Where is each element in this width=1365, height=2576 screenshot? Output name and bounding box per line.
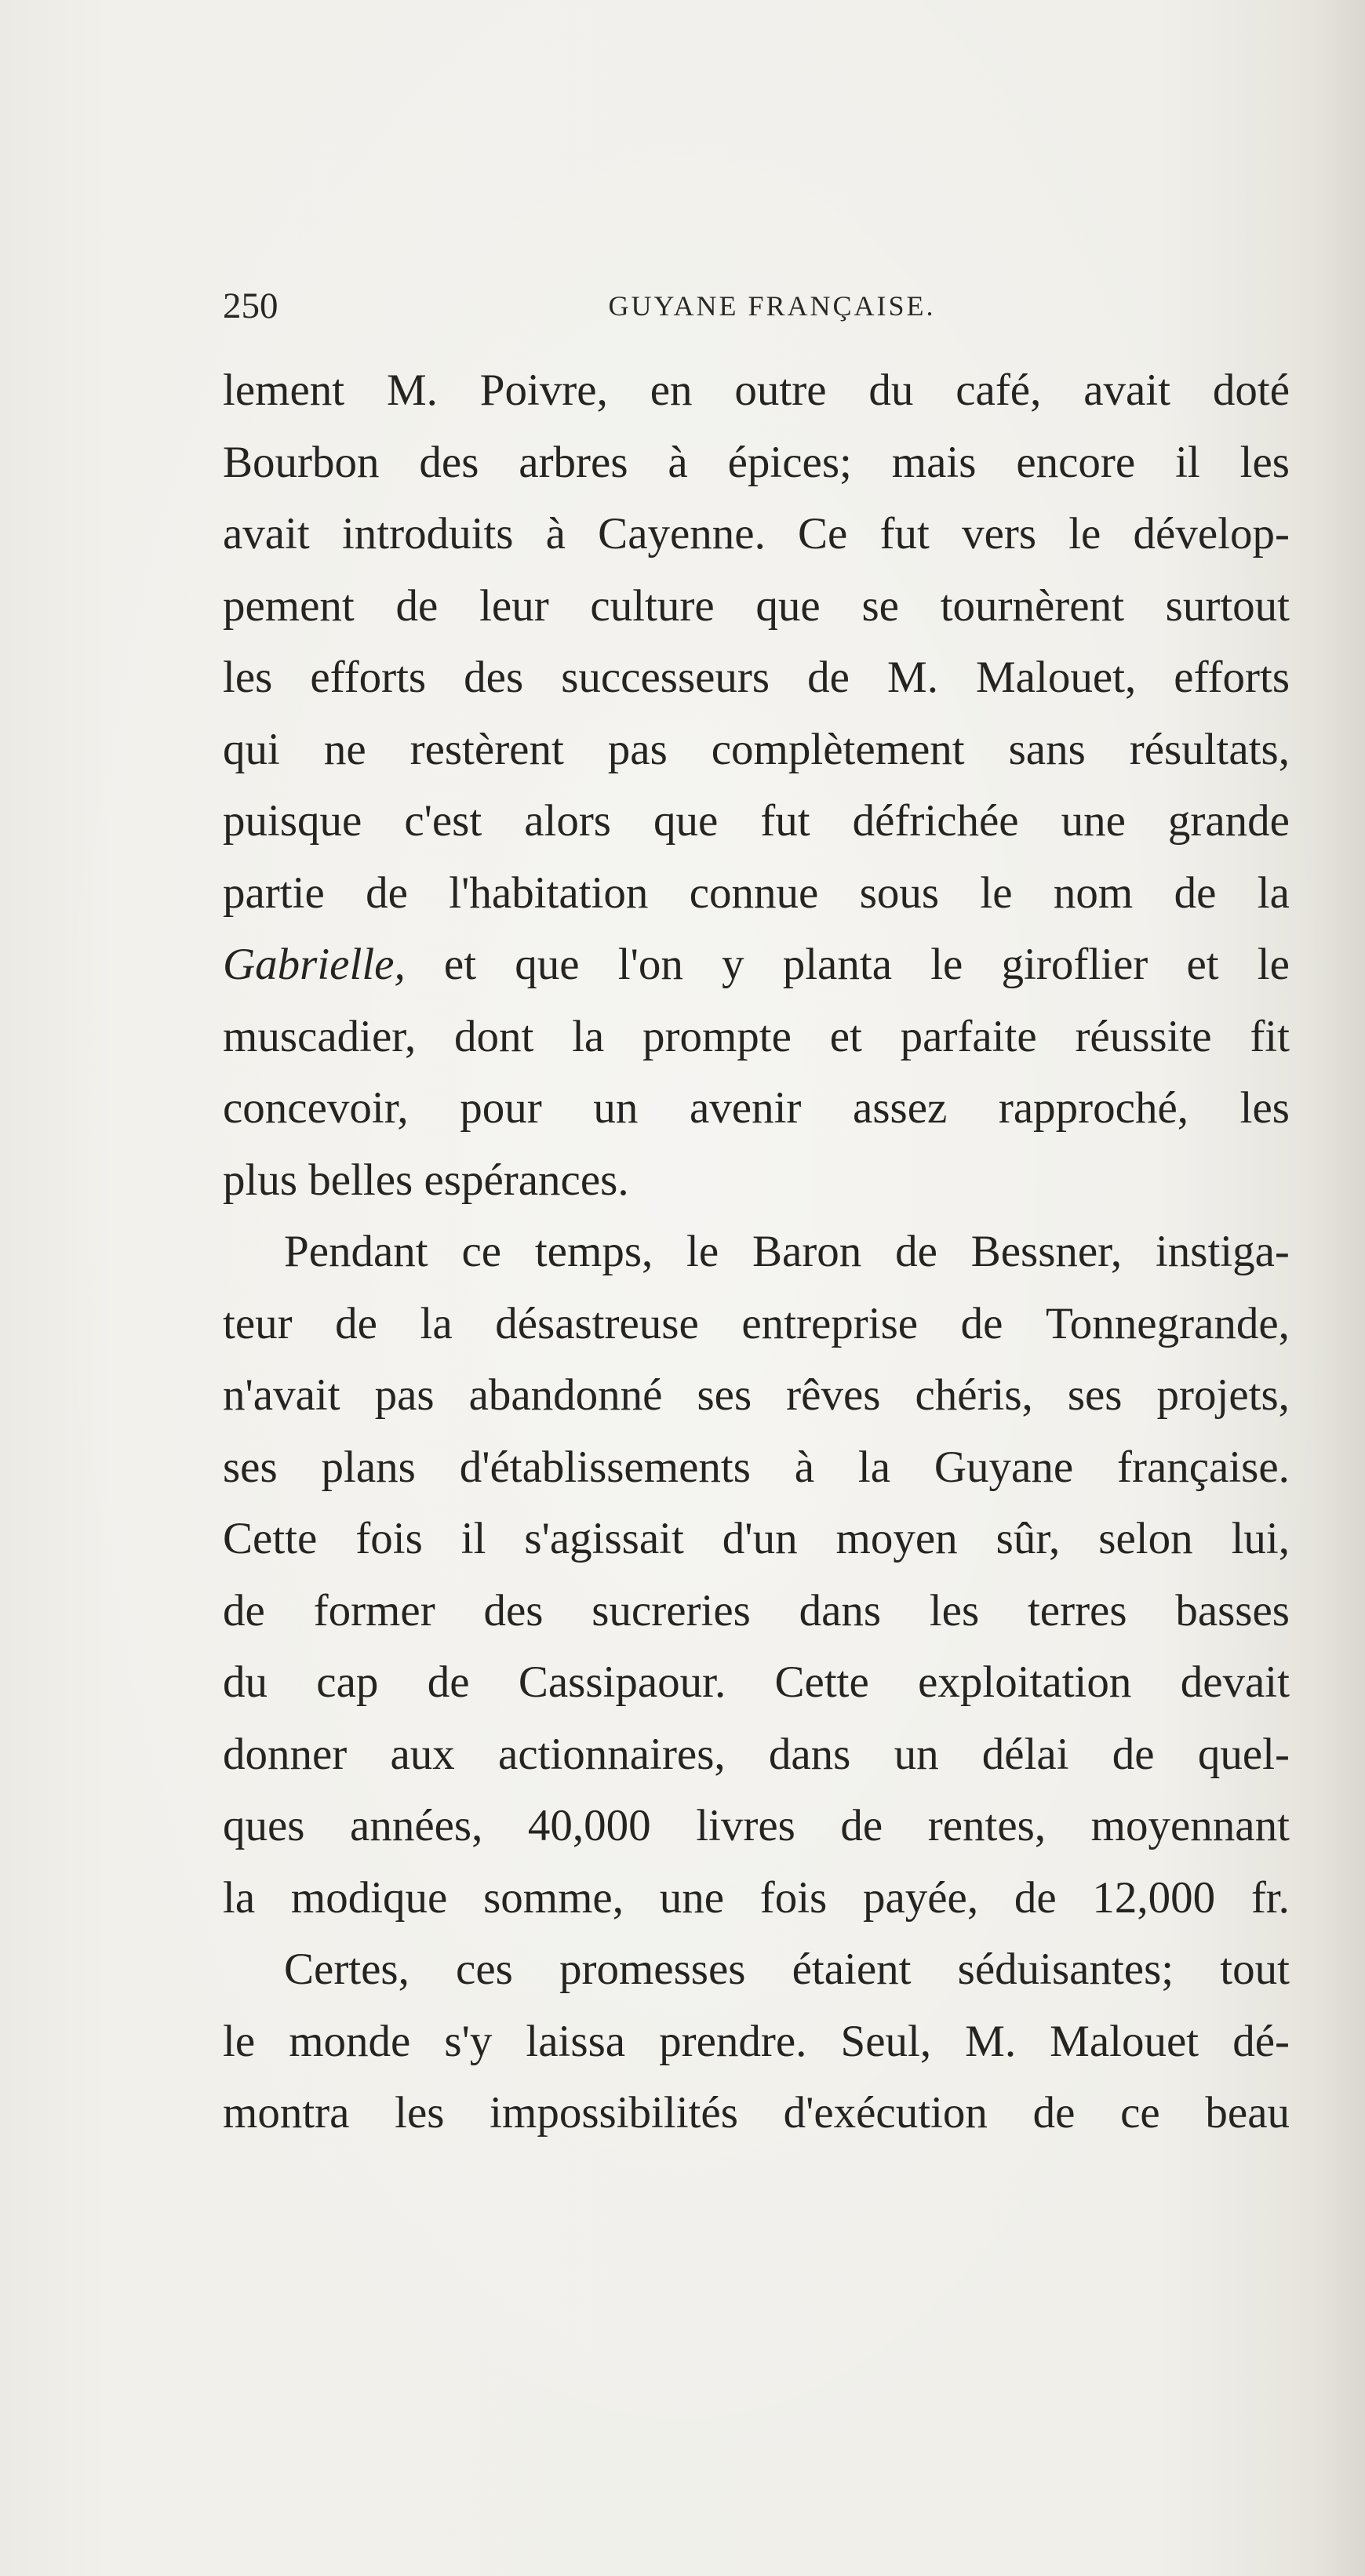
word: moyennant	[1090, 1801, 1290, 1850]
word: ses	[223, 1442, 278, 1492]
word: de	[1032, 2088, 1076, 2138]
word: espérances.	[424, 1155, 629, 1205]
word: donner	[223, 1729, 348, 1779]
word: Poivre,	[479, 366, 608, 415]
word: outre	[734, 366, 827, 415]
word: des	[483, 1585, 544, 1635]
word: abandonné	[468, 1370, 663, 1420]
word: arbres	[519, 437, 628, 487]
word: Malouet	[1050, 2016, 1199, 2066]
word: le	[223, 2016, 256, 2066]
word: de	[895, 1227, 937, 1276]
word: parfaite	[900, 1011, 1037, 1061]
word: aux	[390, 1729, 455, 1779]
word: du	[223, 1657, 268, 1707]
word: les	[929, 1585, 980, 1635]
word: temps,	[534, 1227, 653, 1276]
word: Baron	[752, 1227, 862, 1276]
word: dans	[799, 1585, 882, 1635]
word: la	[420, 1298, 453, 1348]
word: partie	[223, 868, 325, 918]
word: montra	[223, 2088, 350, 2138]
word: la	[1257, 868, 1290, 918]
word: il	[460, 1514, 486, 1563]
word: avait	[223, 509, 310, 558]
running-head: GUYANE FRANÇAISE.	[608, 290, 936, 322]
word: sans	[1008, 724, 1086, 774]
word: avenir	[690, 1083, 802, 1133]
text-line	[223, 929, 1290, 1001]
word: assez	[853, 1083, 948, 1133]
word: 40,000	[527, 1801, 651, 1850]
word: muscadier,	[223, 1011, 417, 1061]
word: teur	[223, 1298, 293, 1348]
word: Bessner,	[970, 1227, 1123, 1276]
word: n'avait	[223, 1370, 340, 1420]
word: actionnaires,	[498, 1729, 726, 1779]
word: Bourbon	[223, 437, 380, 487]
text-line	[223, 642, 1290, 714]
word: ques	[223, 1801, 305, 1850]
word: ces	[456, 1945, 513, 1994]
word: et	[829, 1011, 862, 1061]
word: lement	[223, 366, 345, 415]
word: de	[1174, 868, 1217, 918]
word: M.	[386, 366, 438, 415]
word: mais	[891, 437, 977, 487]
text-line	[223, 714, 1290, 786]
word: dévelop-	[1133, 509, 1290, 558]
word: Cassipaour.	[518, 1657, 726, 1707]
word: puisque	[223, 796, 362, 846]
word: que	[653, 796, 719, 846]
word: de	[223, 1585, 265, 1635]
word: d'exécution	[783, 2088, 988, 2138]
word: de	[840, 1801, 883, 1850]
word: Cette	[223, 1514, 318, 1563]
word: prendre.	[659, 2016, 807, 2066]
word: la	[223, 1872, 256, 1923]
word: résultats,	[1129, 724, 1290, 774]
word: de	[1112, 1729, 1155, 1779]
word: des	[464, 653, 524, 702]
word: dans	[768, 1729, 851, 1779]
word: la	[857, 1442, 891, 1492]
text-line	[223, 1288, 1290, 1360]
text-line	[223, 2006, 1290, 2078]
word: monde	[289, 2016, 411, 2066]
word: y	[722, 940, 744, 989]
word: sucreries	[592, 1585, 751, 1635]
word: 12,000	[1092, 1872, 1216, 1923]
word: Gabrielle,	[223, 940, 406, 989]
word: impossibilités	[490, 2088, 738, 2138]
word: s'agissait	[524, 1514, 684, 1563]
word: vers	[962, 509, 1037, 558]
word: délai	[981, 1729, 1069, 1779]
word: restèrent	[410, 724, 564, 774]
word: à	[794, 1442, 815, 1492]
word: il	[1175, 437, 1200, 487]
word: ce	[1120, 2088, 1160, 2138]
word: étaient	[792, 1945, 912, 1994]
word: somme,	[483, 1872, 624, 1923]
text-line	[223, 498, 1290, 570]
word: un	[593, 1083, 639, 1133]
word: doté	[1212, 366, 1290, 415]
text-line	[223, 570, 1290, 642]
word: café,	[956, 366, 1042, 415]
word: avait	[1083, 366, 1170, 415]
text-line	[223, 1359, 1290, 1432]
word: ne	[323, 724, 366, 774]
word: réussite	[1075, 1011, 1212, 1061]
word: de	[335, 1298, 377, 1348]
word: Pendant	[284, 1227, 428, 1276]
word: quel-	[1197, 1729, 1290, 1779]
word: désastreuse	[495, 1298, 699, 1348]
body-text	[223, 355, 1290, 2149]
text-line	[223, 1862, 1290, 1934]
word: un	[894, 1729, 939, 1779]
word: efforts	[1174, 653, 1290, 702]
text-line	[223, 355, 1290, 427]
word: que	[515, 940, 580, 989]
word: épices;	[727, 437, 852, 487]
word: terres	[1027, 1585, 1127, 1635]
word: surtout	[1165, 580, 1290, 631]
word: le	[1257, 940, 1290, 989]
word: en	[650, 366, 693, 415]
word: la	[572, 1011, 605, 1061]
word: les	[1239, 1083, 1290, 1133]
word: pement	[223, 580, 355, 631]
word: Ce	[798, 509, 848, 558]
word: années,	[350, 1801, 483, 1850]
word: pas	[607, 724, 668, 774]
word: les	[223, 653, 273, 702]
word: rapproché,	[998, 1083, 1189, 1133]
word: culture	[590, 580, 715, 631]
word: Cette	[774, 1657, 869, 1707]
text-line	[223, 1646, 1290, 1719]
word: complètement	[711, 724, 965, 774]
word: l'habitation	[449, 868, 649, 918]
word: séduisantes;	[957, 1945, 1174, 1994]
word: à	[668, 437, 688, 487]
word: une	[659, 1872, 724, 1923]
text-line	[223, 857, 1290, 930]
word: M.	[965, 2016, 1017, 2066]
word: entreprise	[741, 1298, 919, 1348]
word: Malouet,	[976, 653, 1137, 702]
text-line	[223, 1144, 1290, 1217]
word: des	[419, 437, 479, 487]
word: concevoir,	[223, 1083, 409, 1133]
word: livres	[696, 1801, 795, 1850]
word: former	[313, 1585, 435, 1635]
word: fut	[760, 796, 810, 846]
word: française.	[1116, 1442, 1290, 1492]
word: de	[366, 868, 408, 918]
word: nom	[1053, 868, 1134, 918]
word: exploitation	[918, 1657, 1132, 1707]
word: du	[868, 366, 914, 415]
word: lui,	[1231, 1514, 1290, 1563]
text-line	[223, 785, 1290, 857]
word: belles	[308, 1155, 424, 1205]
word: giroflier	[1001, 940, 1148, 989]
word: modique	[290, 1872, 448, 1923]
word: rêves	[786, 1370, 881, 1420]
word: s'y	[444, 2016, 493, 2066]
word: planta	[782, 940, 892, 989]
word: pas	[374, 1370, 435, 1420]
word: de	[1014, 1872, 1057, 1923]
word: Cayenne.	[598, 509, 766, 558]
word: introduits	[341, 509, 514, 558]
word: et	[1186, 940, 1219, 989]
word: leur	[479, 580, 549, 631]
word: rentes,	[927, 1801, 1046, 1850]
word: moyen	[835, 1514, 958, 1563]
word: se	[861, 580, 899, 631]
word: fr.	[1250, 1872, 1290, 1923]
word: efforts	[310, 653, 427, 702]
word: Guyane	[934, 1442, 1074, 1492]
word: de	[427, 1657, 470, 1707]
word: fit	[1250, 1011, 1290, 1061]
text-line	[223, 1432, 1290, 1504]
word: encore	[1016, 437, 1136, 487]
text-line	[223, 1503, 1290, 1575]
page-number: 250	[223, 286, 278, 326]
word: les	[395, 2088, 445, 2138]
word: de	[395, 580, 439, 631]
word: selon	[1098, 1514, 1193, 1563]
word: successeurs	[561, 653, 770, 702]
word: d'un	[722, 1514, 798, 1563]
word: ses	[697, 1370, 752, 1420]
word: défrichée	[852, 796, 1019, 846]
word: plus	[223, 1155, 309, 1205]
word: sûr,	[996, 1514, 1061, 1563]
word: fut	[879, 509, 930, 558]
word: connue	[689, 868, 819, 918]
word: sous	[859, 868, 940, 918]
word: les	[1239, 437, 1290, 487]
word: tout	[1220, 1945, 1290, 1994]
word: c'est	[404, 796, 482, 846]
word: chéris,	[915, 1370, 1033, 1420]
text-line	[223, 1216, 1290, 1288]
word: une	[1061, 796, 1126, 846]
word: à	[545, 509, 566, 558]
text-line	[223, 1001, 1290, 1073]
word: qui	[223, 724, 280, 774]
word: cap	[316, 1657, 379, 1707]
text-line	[223, 1719, 1290, 1791]
word: d'établissements	[459, 1442, 751, 1492]
word: dont	[453, 1011, 534, 1061]
text-line	[223, 1575, 1290, 1647]
text-line	[223, 427, 1290, 499]
word: l'on	[617, 940, 683, 989]
page-header	[223, 278, 1290, 333]
word: basses	[1175, 1585, 1290, 1635]
word: ses	[1067, 1370, 1123, 1420]
word: le	[686, 1227, 719, 1276]
word: devait	[1180, 1657, 1290, 1707]
word: tournèrent	[940, 580, 1124, 631]
text-line	[223, 1934, 1290, 2006]
word: pour	[460, 1083, 542, 1133]
word: Tonnegrande,	[1045, 1298, 1290, 1348]
word: beau	[1205, 2088, 1290, 2138]
word: dé-	[1232, 2016, 1290, 2066]
word: de	[807, 653, 850, 702]
word: alors	[524, 796, 611, 846]
word: fois	[759, 1872, 828, 1923]
word: promesses	[559, 1945, 746, 1994]
word: grande	[1167, 796, 1290, 846]
word: laissa	[526, 2016, 626, 2066]
word: de	[960, 1298, 1003, 1348]
text-line	[223, 1072, 1290, 1144]
text-line	[223, 2077, 1290, 2149]
word: et	[443, 940, 477, 989]
word: le	[1068, 509, 1101, 558]
word: que	[755, 580, 821, 631]
word: le	[980, 868, 1013, 918]
word: Certes,	[284, 1945, 410, 1994]
word: payée,	[862, 1872, 979, 1923]
word: fois	[355, 1514, 423, 1563]
word: ce	[461, 1227, 502, 1276]
word: M.	[887, 653, 938, 702]
word: plans	[321, 1442, 416, 1492]
word: instiga-	[1155, 1227, 1290, 1276]
word: prompte	[642, 1011, 792, 1061]
word: Seul,	[840, 2016, 932, 2066]
word: le	[930, 940, 963, 989]
word: projets,	[1156, 1370, 1290, 1420]
text-line	[223, 1790, 1290, 1862]
